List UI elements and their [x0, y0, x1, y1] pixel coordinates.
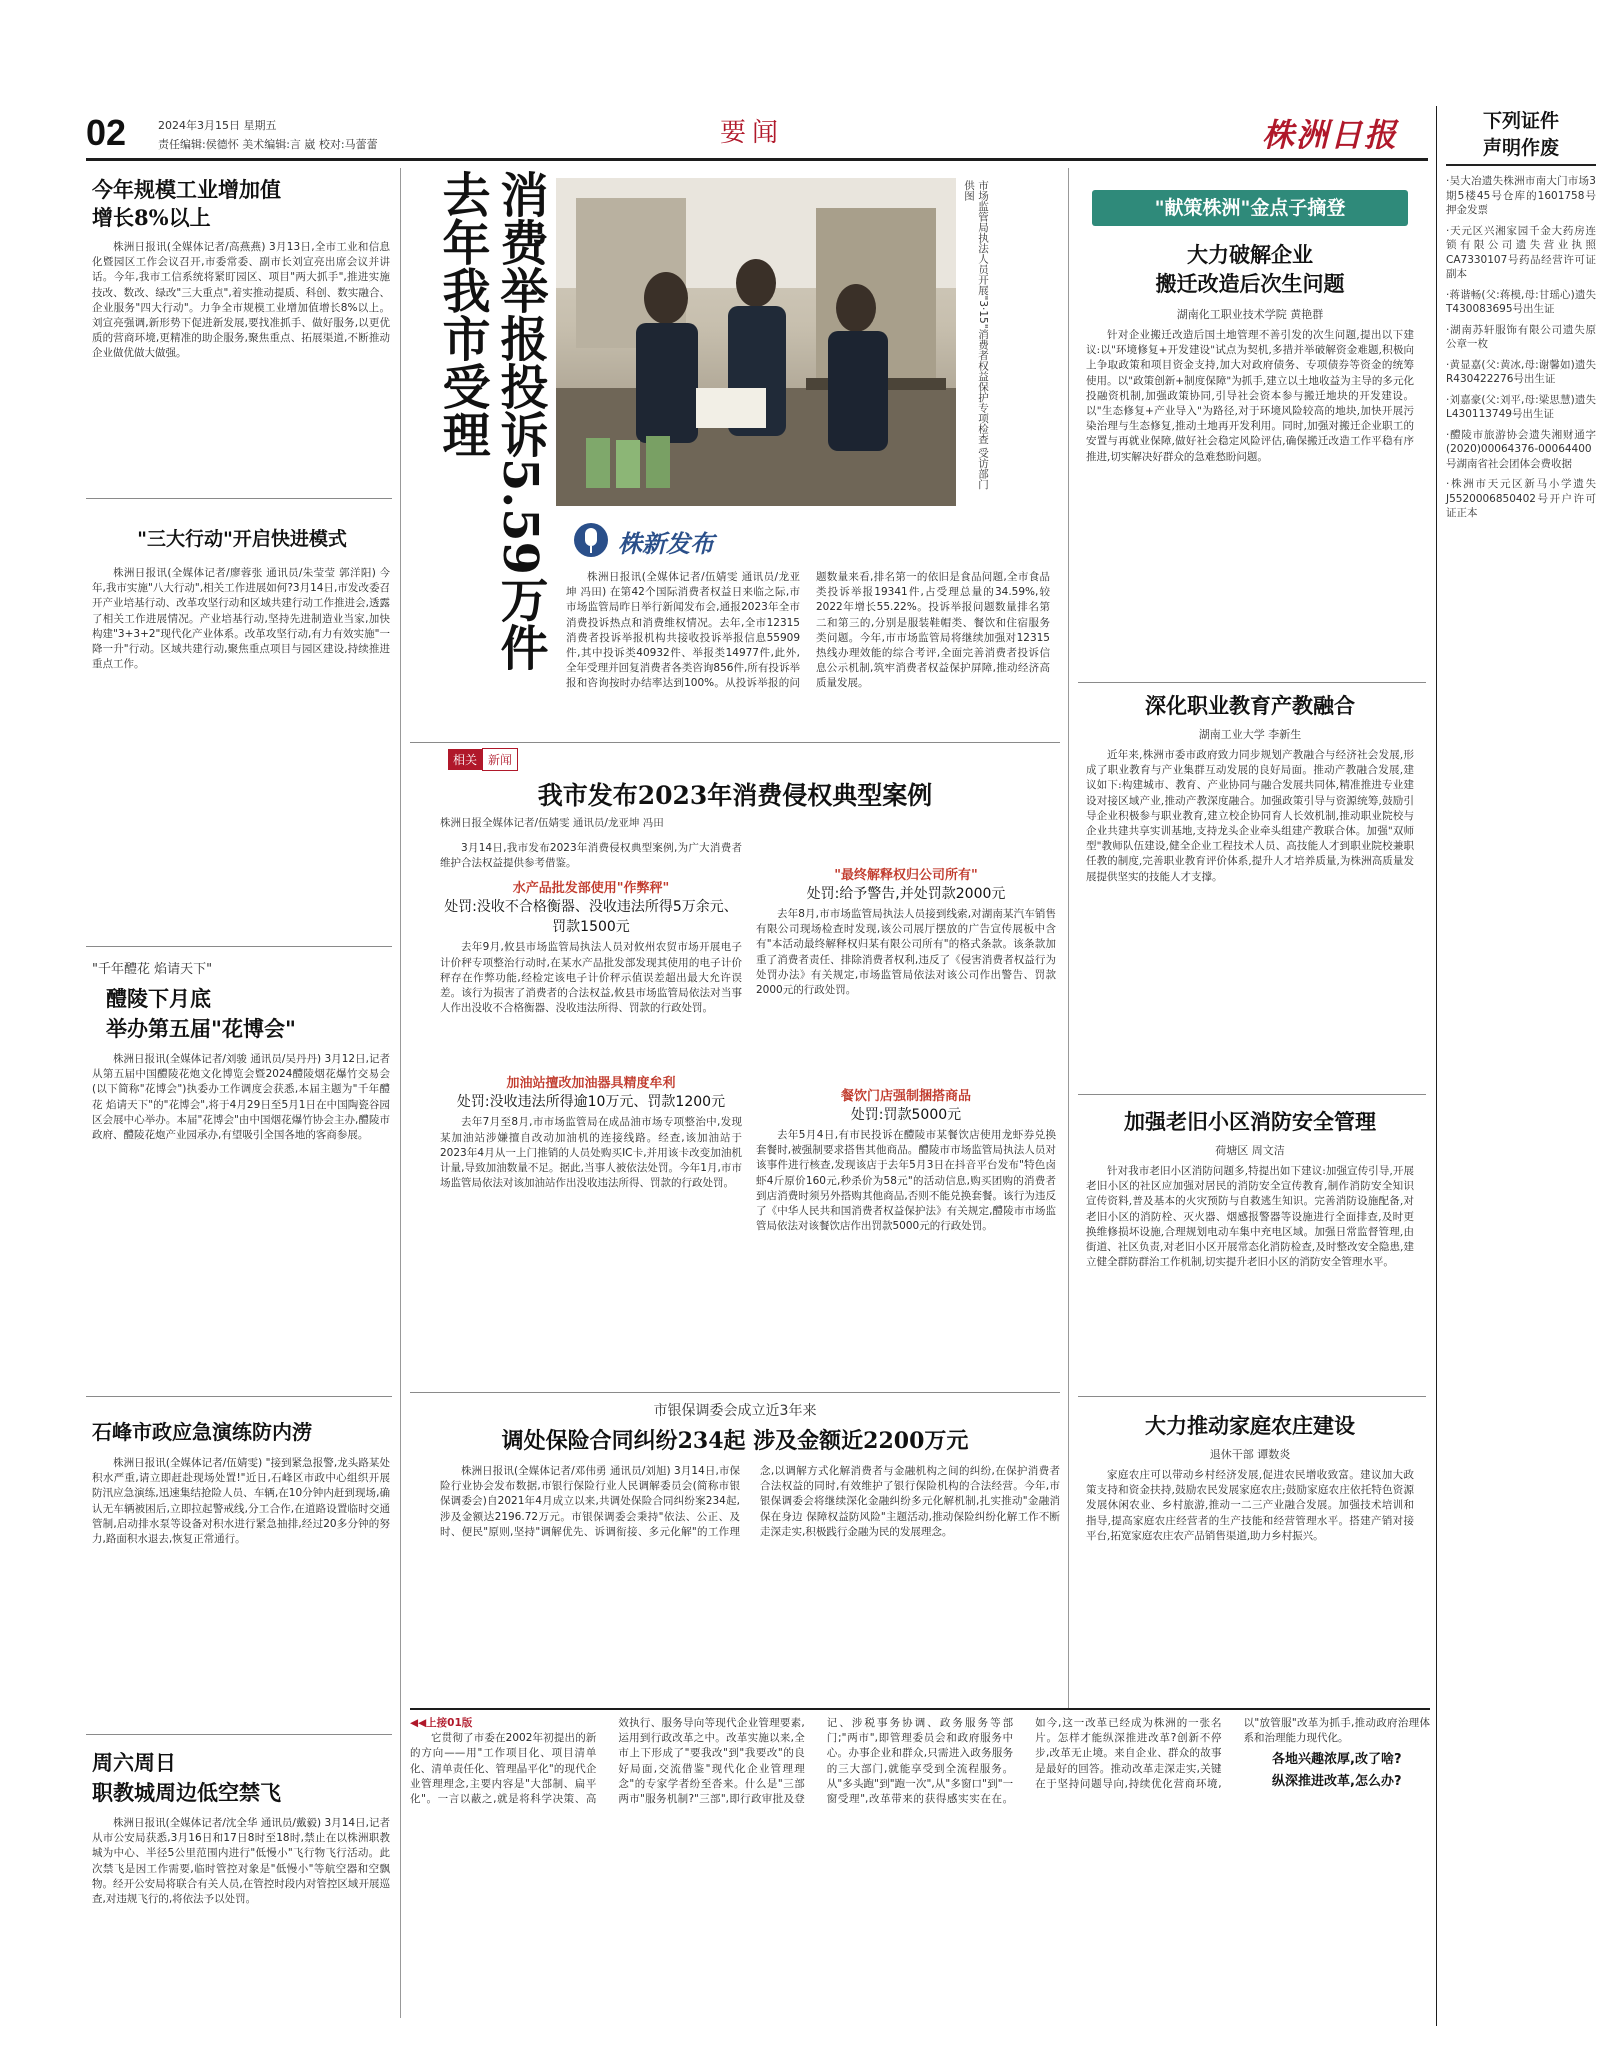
issue-date: 2024年3月15日 星期五 [158, 119, 277, 132]
right-article1-title-line2: 搬迁改造后次生问题 [1155, 271, 1345, 296]
divider [410, 742, 1060, 743]
article1-title [92, 176, 392, 232]
page-number: 02 [86, 112, 127, 153]
related-tag-news: 新闻 [482, 748, 518, 771]
right-article4-text: 家庭农庄可以带动乡村经济发展,促进农民增收致富。建议加大政策支持和资金扶持,鼓励农民发展家庭农庄;鼓励家庭农庄依托特色资源发展休闲农业、乡村旅游,推动一二三产业融合发展。加强技术培训和指导,提高家庭农庄经营者的生产技能和经营管理水平。搭建产销对接平台,拓宽家庭农庄农产品销售渠道,助力乡村振兴。 [1086, 1469, 1414, 1542]
case1-head: 水产品批发部使用"作弊秤" [512, 881, 670, 897]
article5-body [92, 1816, 390, 2012]
related-tag [448, 748, 518, 768]
column-divider [1068, 168, 1069, 1708]
case4-head: 餐饮门店强制捆搭商品 [840, 1089, 971, 1104]
photo-caption: 市场监管局执法人员开展"3·15"消费者权益保护专项检查 受访部门 供图 [963, 180, 989, 490]
notice-header-line1: 下列证件 [1482, 110, 1559, 132]
case3-head: "最终解释权归公司所有" [834, 868, 978, 883]
notice-item: ·湖南苏轩服饰有限公司遗失原公章一枚 [1446, 323, 1596, 350]
case3-body: 去年8月,市市场监管局执法人员接到线索,对湖南某汽车销售有限公司现场检查时发现,该公司展厅摆放的广告宣传展板中含有"本活动最终解释权归某有限公司所有"的格式条款。该条款加重了消费者责任、排除消费者权利,违反了《侵害消费者权益行为处罚办法》有关规定,市场监管局依法对该公司作出警告、罚款2000元的行政处罚。 [756, 908, 1056, 997]
right-article3-body [1086, 1164, 1414, 1388]
lead-headline-col2: 去年我市受理 [434, 170, 490, 458]
photo-illustration [556, 178, 956, 506]
related-left-col [440, 816, 742, 1345]
article4-title: 石峰市政应急演练防内涝 [92, 1420, 312, 1444]
related-tag-label: 相关 [448, 749, 482, 770]
notice-header [1446, 106, 1596, 166]
right-article3-text: 针对我市老旧小区消防问题多,特提出如下建议:加强宣传引导,开展老旧小区的社区应加强对居民的消防安全宣传教育,制作消防安全知识宣传资料,普及基本的火灾预防与自救逃生知识。完善消防设施配备,对老旧小区的消防栓、灭火器、烟感报警器等设施进行全面排查,及时更换维修损坏设施,合理规划电动车集中充电区域。加强日常监督管理,由街道、社区负责,对老旧小区开展常态化消防检查,及时整改安全隐患,建立健全群防群治工作机制,切实提升老旧小区的消防安全管理水平。 [1086, 1165, 1414, 1269]
article3-title [92, 984, 392, 1044]
horizontal-divider [410, 1708, 1430, 1710]
article3-title-line2: 举办第五届"花博会" [106, 1016, 296, 1041]
related-intro: 3月14日,我市发布2023年消费侵权典型案例,为广大消费者维护合法权益提供参考借鉴。 [440, 842, 742, 870]
insurance-text: 株洲日报讯(全媒体记者/邓伟勇 通讯员/刘旭) 3月14日,市保险行业协会发布数据,市银行保险行业人民调解委员会(简称市银保调委会)自2021年4月成立以来,共调处保险合同纠纷案234起,涉及金额达2196.72万元。市银保调委会秉持"依法、公正、及时、便民"原则,坚持"调解优先、诉调衔接、多元化解"的工作理念,以调解方式化解消费者与金融机构之间的纠纷,在保护消费者合法权益的同时,有效维护了银行保险机构的合法经营。今年,市银保调委会将继续深化金融纠纷多元化解机制,扎实推动"金融消保在身边 保障权益防风险"主题活动,推动保险纠纷化解工作不断走深走实,积极践行金融为民的发展理念。 [440, 1465, 1060, 1538]
microphone-icon [566, 520, 616, 560]
notice-item: ·黄显嘉(父:黄冰,母:谢馨如)遗失R430422276号出生证 [1446, 358, 1596, 385]
notice-list [1446, 174, 1596, 521]
right-article1-title-line1: 大力破解企业 [1187, 242, 1313, 267]
article2-body [92, 566, 390, 936]
right-article4-body [1086, 1468, 1414, 1702]
article1-body [92, 240, 390, 485]
article5-title [92, 1748, 392, 1808]
continued-marker: ◀◀上接01版 [410, 1717, 473, 1729]
notice-item: ·天元区兴湘家园千金大药房连锁有限公司遗失营业执照CA7330107号药品经营许可证副本 [1446, 224, 1596, 280]
case2-penalty: 处罚:没收违法所得逾10万元、罚款1200元 [456, 1094, 726, 1111]
lead-headline-col1: 消费举报投诉5.59万件 [492, 170, 548, 671]
notice-item: ·吴大冶遗失株洲市南大门市场3期5楼45号仓库的1601758号押金发票 [1446, 175, 1596, 216]
article5-title-line2: 职教城周边低空禁飞 [92, 1780, 281, 1805]
divider [86, 1734, 392, 1735]
right-article3-title: 加强老旧小区消防安全管理 [1124, 1109, 1376, 1134]
insurance-title: 调处保险合同纠纷234起 涉及金额近2200万元 [501, 1428, 969, 1454]
article1-text: 株洲日报讯(全媒体记者/高燕燕) 3月13日,全市工业和信息化暨园区工作会议召开,市委常委、副市长刘宣亮出席会议并讲话。今年,我市工信系统将紧盯园区、项目"两大抓手",推进实施技改、数改、绿改"三大重点",着实推动提质、科创、数实融合、企业服务"四大行动"。力争全市规模工业增加值增长8%以上。刘宣亮强调,新形势下促进新发展,要找准抓手、做好服务,以更优质的营商环境,更精准的助企服务,聚焦重点、拓展渠道,不断推动企业做优做大做强。 [92, 241, 390, 360]
case4-penalty: 处罚:罚款5000元 [850, 1107, 962, 1123]
article3-title-line1: 醴陵下月底 [106, 986, 211, 1011]
notice-item: ·刘嘉豪(父:刘平,母:梁思慧)遗失L430113749号出生证 [1446, 393, 1596, 420]
article5-title-line1: 周六周日 [92, 1750, 176, 1775]
lead-text: 株洲日报讯(全媒体记者/伍婧雯 通讯员/龙亚坤 冯田) 在第42个国际消费者权益日来临之际,市市场监管局昨日举行新闻发布会,通报2023年全市消费投诉热点和消费维权情况。去年,全市12315消费者投诉举报机构共接收投诉举报信息55909件,其中投诉类40932件、举报类14977件,此外,全年受理并回复消费者各类咨询856件,所有投诉举报和咨询按时办结率达到100%。从投诉举报的问题数量来看,排名第一的依旧是食品问题,全市食品类投诉举报19341件,占受理总量的34.59%,较2022年增长55.22%。投诉举报问题数量排名第二和第三的,分别是服装鞋帽类、餐饮和住宿服务类问题。今年,市市场监管局将继续加强对12315热线办理效能的综合考评,全面完善消费者投诉信息公示机制,筑牢消费者权益保护屏障,推动经济高质量发展。 [566, 571, 1050, 690]
insurance-body [440, 1464, 1060, 1694]
right-article4-byline: 退休干部 谭数炎 [1209, 1448, 1291, 1461]
notice-box [1446, 106, 1596, 606]
divider [1078, 1396, 1426, 1397]
notice-item: ·株洲市天元区新马小学遗失J5520006850402号开户许可证正本 [1446, 478, 1596, 519]
right-article2-title: 深化职业教育产教融合 [1145, 693, 1355, 718]
notice-item: ·醴陵市旅游协会遗失湘财通字(2020)00064376-00064400号湖南省社会团体会费收据 [1446, 428, 1596, 470]
insurance-kicker: 市银保调委会成立近3年来 [653, 1403, 817, 1419]
notice-item: ·蒋谐畅(父:蒋模,母:甘瑶心)遗失T430083695号出生证 [1446, 288, 1596, 315]
masthead-rule [86, 158, 1428, 161]
right-article4-title: 大力推动家庭农庄建设 [1145, 1413, 1355, 1438]
related-byline: 株洲日报全媒体记者/伍婧雯 通讯员/龙亚坤 冯田 [440, 817, 664, 829]
case1-penalty: 处罚:没收不合格衡器、没收违法所得5万余元、罚款1500元 [444, 899, 738, 936]
article2-title: "三大行动"开启快进模式 [137, 528, 347, 550]
article1-title-line1: 今年规模工业增加值 [92, 177, 281, 202]
article5-text: 株洲日报讯(全媒体记者/沈全华 通讯员/戴毅) 3月14日,记者从市公安局获悉,3月16日和17日8时至18时,禁止在以株洲职教城为中心、半径5公里范围内进行"低慢小"飞行物飞行活动。此次禁飞是因工作需要,临时管控对象是"低慢小"等航空器和空飘物。经开公安局将联合有关人员,在管控时段内对管控区域开展巡查,对违规飞行的,将依法予以处罚。 [92, 1817, 390, 1906]
divider [1078, 1094, 1426, 1095]
editor-credits: 责任编辑:侯德怀 美术编辑:言 崴 校对:马蕾蕾 [158, 138, 378, 151]
article4-text: 株洲日报讯(全媒体记者/伍婧雯) "接到紧急报警,龙头路某处积水严重,请立即赶赴现场处置!"近日,石峰区市政中心组织开展防汛应急演练,迅速集结抢险人员、车辆,在10分钟内赶到现场,确认无车辆被困后,立即拉起警戒线,分工合作,在道路设置临时交通管制,启动排水泵等设备对积水进行紧急抽排,经过20多分钟的努力,路面积水退去,恢复正常通行。 [92, 1457, 390, 1546]
divider [1078, 682, 1426, 683]
right-article2-body [1086, 748, 1414, 1086]
continued-text: 它贯彻了市委在2002年初提出的新的方向——用"工作项目化、项目清单化、清单责任化、管理晶平化"的现代企业管理理念,主要内容是"大部制、扁平化"。一言以蔽之,就是将科学决策、高效执行、服务导向等现代企业管理要素,运用到行政改革之中。改革实施以来,全市上下形成了"要我改"到"我要改"的良好局面,交流借鉴"现代化企业管理理念"的专家学者纷至沓来。什么是"三部两市"服务机制?"三部",即行政审批及登记、涉税事务协调、政务服务等部门;"两市",即管理委员会和政府服务中心。办事企业和群众,只需进入政务服务的三大部门,就能享受到全流程服务。从"多头跑"到"跑一次",从"多窗口"到"一窗受理",改革带来的获得感实实在在。如今,这一改革已经成为株洲的一张名片。怎样才能纵深推进改革?创新不停步,改革无止境。来自企业、群众的故事是最好的回答。推动改革走深走实,关键在于坚持问题导向,持续优化营商环境,以"放管服"改革为抓手,推动政府治理体系和治理能力现代化。 [410, 1717, 1430, 1806]
article1-title-line2: 增长8%以上 [92, 205, 211, 230]
right-article2-text: 近年来,株洲市委市政府致力同步规划产教融合与经济社会发展,形成了职业教育与产业集群互动发展的良好局面。推动产教融合发展,建议如下:构建城市、教育、产业协同与融合发展共同体,精准推进专业建设对接区域产业,推动产教深度融合。加强政策引导与资源统筹,鼓励引导企业积极参与职业教育,建立校企协同育人长效机制,推动职业院校与企业共建共享实训基地,支持龙头企业牵头组建产教联合体。加强"双师型"教师队伍建设,健全企业工程技术人员、高技能人才到职业院校兼职任教的制度,完善职业教育评价体系,提升人才培养质量,为株洲高质量发展提供坚实的技能人才支撑。 [1086, 749, 1414, 883]
case2-body: 去年7月至8月,市市场监管局在成品油市场专项整治中,发现某加油站涉嫌擅自改动加油机的连接线路。经查,该加油站于2023年4月从一上门推销的人员处购买IC卡,并用该卡改变加油机计量,导致加油数量不足。据此,当事人被依法处罚。今年1月,市市场监管局依法对该加油站作出没收违法所得、罚款的行政处罚。 [440, 1116, 742, 1190]
news-release-logo [566, 520, 762, 560]
right-article1-byline: 湖南化工职业技术学院 黄艳群 [1176, 308, 1324, 321]
article3-kicker: "千年醴花 焰请天下" [92, 962, 213, 977]
section-title: 要闻 [720, 118, 785, 148]
divider [86, 946, 392, 947]
continued-subhead1: 各地兴趣浓厚,改了啥? [1272, 1752, 1402, 1768]
case4-body: 去年5月4日,有市民投诉在醴陵市某餐饮店使用龙虾券兑换套餐时,被强制要求搭售其他商品。醴陵市市场监管局执法人员对该事件进行核查,发现该店于去年5月3日在抖音平台发布"特色卤虾4斤原价160元,秒杀价为58元"的活动信息,购买团购的消费者到店消费时须另外搭购其他商品,否则不能兑换套餐。该行为违反了《中华人民共和国消费者权益保护法》有关规定,醴陵市市场监管局依法对该餐饮店作出罚款5000元的行政处罚。 [756, 1129, 1056, 1233]
right-article1-text: 针对企业搬迁改造后国土地管理不善引发的次生问题,提出以下建议:以"环境修复+开发建设"试点为契机,多措并举破解资金难题,积极向上争取政策和项目资金支持,加大对政府债务、专项债券等资金的统筹使用。以"政策创新+制度保障"为抓手,建立以土地收益为主导的多元化投融资机制,加强政策协同,引导社会资本参与搬迁地块的开发建设。以"生态修复+产业导入"为路径,对于环境风险较高的地块,加快开展污染治理与生态修复,推动土地再开发利用。同时,加强对搬迁企业职工的安置与再就业保障,做好社会稳定风险评估,确保搬迁改造工作平稳有序推进,切实解决好群众的急难愁盼问题。 [1086, 329, 1414, 463]
newspaper-logo: 株洲日报 [1262, 116, 1399, 154]
right-article3-byline: 荷塘区 周文洁 [1215, 1144, 1285, 1157]
continued-subhead2: 纵深推进改革,怎么办? [1272, 1773, 1402, 1789]
continued-article [410, 1716, 1430, 2016]
related-right-col [756, 816, 1056, 1376]
notice-header-line2: 声明作废 [1482, 137, 1559, 159]
article4-body [92, 1456, 390, 1724]
lead-photo [556, 178, 956, 506]
article2-text: 株洲日报讯(全媒体记者/廖蓉张 通讯员/朱莹莹 郭洋阳) 今年,我市实施"八大行动",相关工作进展如何?3月14日,市发改委召开产业培基行动、改革攻坚行动和区域共建行动工作推进会,透露了相关工作进展情况。产业培基行动,坚持先进制造业当家,加快构建"3+3+2"现代化产业体系。改革攻坚行动,有力有效实施"一降一升"行动。区域共建行动,聚焦重点项目与园区建设,持续推进重点工作。 [92, 567, 390, 671]
divider [86, 1396, 392, 1397]
right-article1-body [1086, 328, 1414, 678]
related-title: 我市发布2023年消费侵权典型案例 [537, 781, 933, 810]
divider [410, 1392, 1060, 1393]
right-article1-title [1084, 240, 1416, 298]
lead-body [566, 570, 1050, 730]
divider [86, 498, 392, 499]
case1-body: 去年9月,攸县市场监管局执法人员对攸州农贸市场开展电子计价秤专项整治行动时,在某水产品批发部发现其使用的电子计价秤存在作弊功能,经检定该电子计价秤示值误差超出最大允许误差。该行为损害了消费者的合法权益,攸县市场监管局依法对当事人作出没收不合格衡器、没收违法所得、罚款的行政处罚。 [440, 941, 742, 1015]
case2-head: 加油站擅改加油器具精度牟利 [506, 1076, 676, 1092]
column-divider [400, 168, 401, 2018]
case3-penalty: 处罚:给予警告,并处罚款2000元 [806, 886, 1006, 902]
notice-divider [1436, 106, 1437, 2026]
news-release-logo-text: 株新发布 [618, 529, 714, 558]
right-article2-byline: 湖南工业大学 李新生 [1198, 728, 1302, 741]
golden-ideas-banner [1092, 190, 1408, 226]
banner-text: "献策株洲"金点子摘登 [1154, 197, 1346, 219]
article3-text: 株洲日报讯(全媒体记者/刘骏 通讯员/吴丹丹) 3月12日,记者从第五届中国醴陵花炮文化博览会暨2024醴陵烟花爆竹交易会(以下简称"花博会")执委办工作调度会获悉,本届主题为"千年醴花 焰请天下"的"花博会",将于4月29日至5月1日在中国陶瓷谷园区会展中心举办。本届"花博会"由中国烟花爆竹协会主办,醴陵市政府、醴陵花炮产业园承办,有望吸引全国各地的客商参展。 [92, 1053, 390, 1142]
article3-body [92, 1052, 390, 1387]
